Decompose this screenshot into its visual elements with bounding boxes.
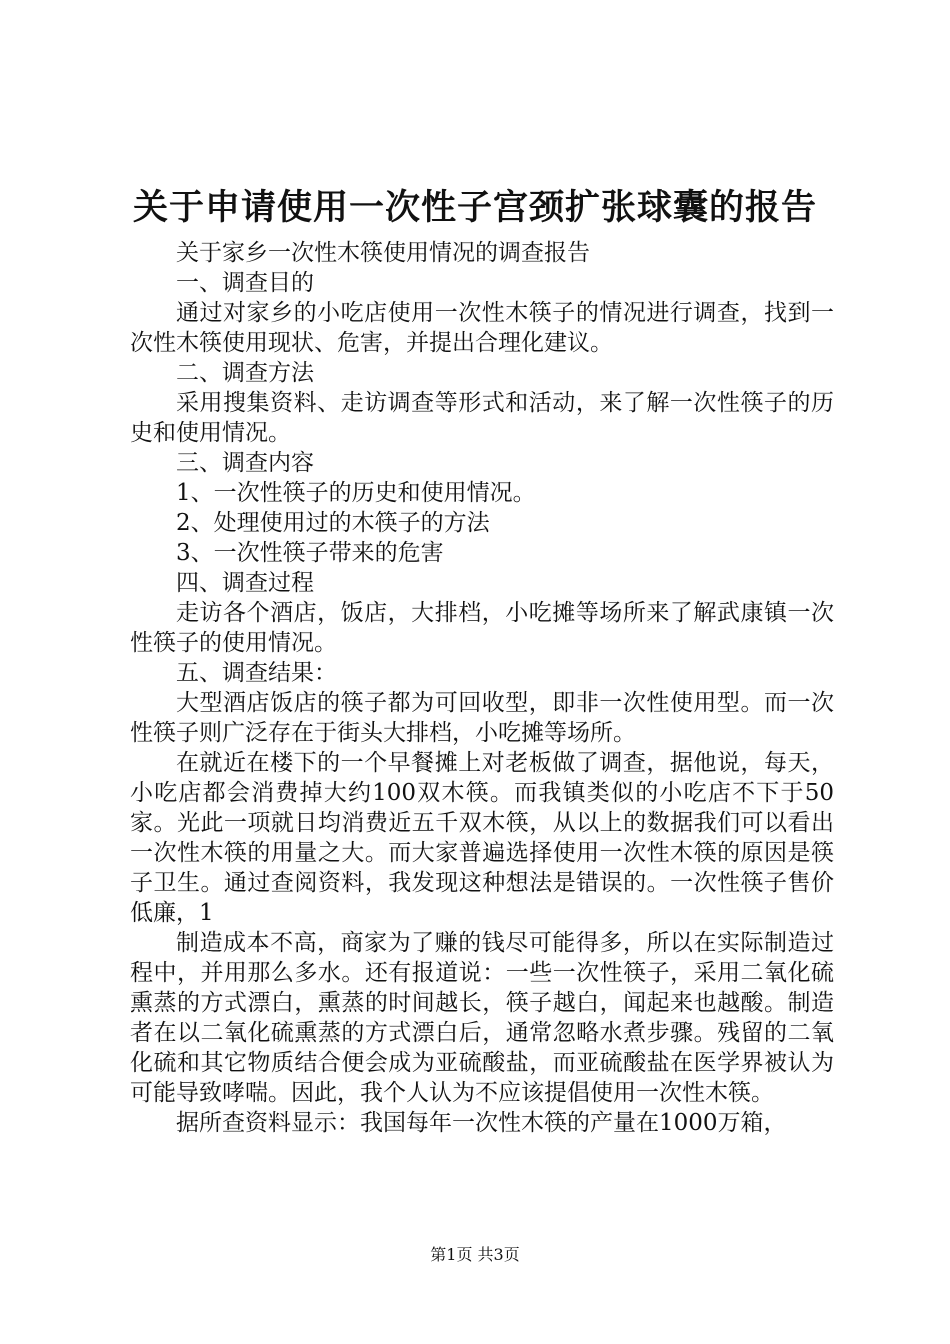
section-heading-results: 五、调查结果： bbox=[176, 660, 337, 686]
section-heading-purpose: 一、调查目的 bbox=[176, 270, 314, 296]
paragraph-process: 走访各个酒店，饭店，大排档，小吃摊等场所来了解武康镇一次性筷子的使用情况。 bbox=[130, 600, 834, 656]
document-title: 关于申请使用一次性子宫颈扩张球囊的报告 bbox=[132, 187, 817, 228]
section-heading-process: 四、调查过程 bbox=[176, 570, 314, 596]
section-heading-content: 三、调查内容 bbox=[176, 450, 314, 476]
paragraph-purpose: 通过对家乡的小吃店使用一次性木筷子的情况进行调查，找到一次性木筷使用现状、危害，并提出合理化建议。 bbox=[130, 300, 834, 356]
content-item-3: 3、一次性筷子带来的危害 bbox=[176, 540, 444, 566]
document-body bbox=[130, 238, 834, 1138]
paragraph-results-4: 据所查资料显示：我国每年一次性木筷的产量在1000万箱， bbox=[176, 1110, 787, 1136]
paragraph-results-1: 大型酒店饭店的筷子都为可回收型，即非一次性使用型。而一次性筷子则广泛存在于街头大排档，小吃摊等场所。 bbox=[130, 690, 834, 746]
paragraph-results-3: 制造成本不高，商家为了赚的钱尽可能得多，所以在实际制造过程中，并用那么多水。还有报道说：一些一次性筷子，采用二氧化硫熏蒸的方式漂白，熏蒸的时间越长，筷子越白，闻起来也越酸。制造者在以二氧化硫熏蒸的方式漂白后，通常忽略水煮步骤。残留的二氧化硫和其它物质结合便会成为亚硫酸盐，而亚硫酸盐在医学界被认为可能导致哮喘。因此，我个人认为不应该提倡使用一次性木筷。 bbox=[130, 930, 834, 1106]
report-subtitle: 关于家乡一次性木筷使用情况的调查报告 bbox=[176, 240, 590, 266]
content-item-2: 2、处理使用过的木筷子的方法 bbox=[176, 510, 490, 536]
section-heading-method: 二、调查方法 bbox=[176, 360, 314, 386]
content-item-1: 1、一次性筷子的历史和使用情况。 bbox=[176, 480, 536, 506]
paragraph-results-2: 在就近在楼下的一个早餐摊上对老板做了调查，据他说，每天，小吃店都会消费掉大约100双木筷。而我镇类似的小吃店不下于50家。光此一项就日均消费近五千双木筷，从以上的数据我们可以看出一次性木筷的用量之大。而大家普遍选择使用一次性木筷的原因是筷子卫生。通过查阅资料，我发现这种想法是错误的。一次性筷子售价低廉，1 bbox=[130, 750, 834, 926]
page-number-footer: 第1页 共3页 bbox=[430, 1245, 520, 1264]
paragraph-method: 采用搜集资料、走访调查等形式和活动，来了解一次性筷子的历史和使用情况。 bbox=[130, 390, 834, 446]
